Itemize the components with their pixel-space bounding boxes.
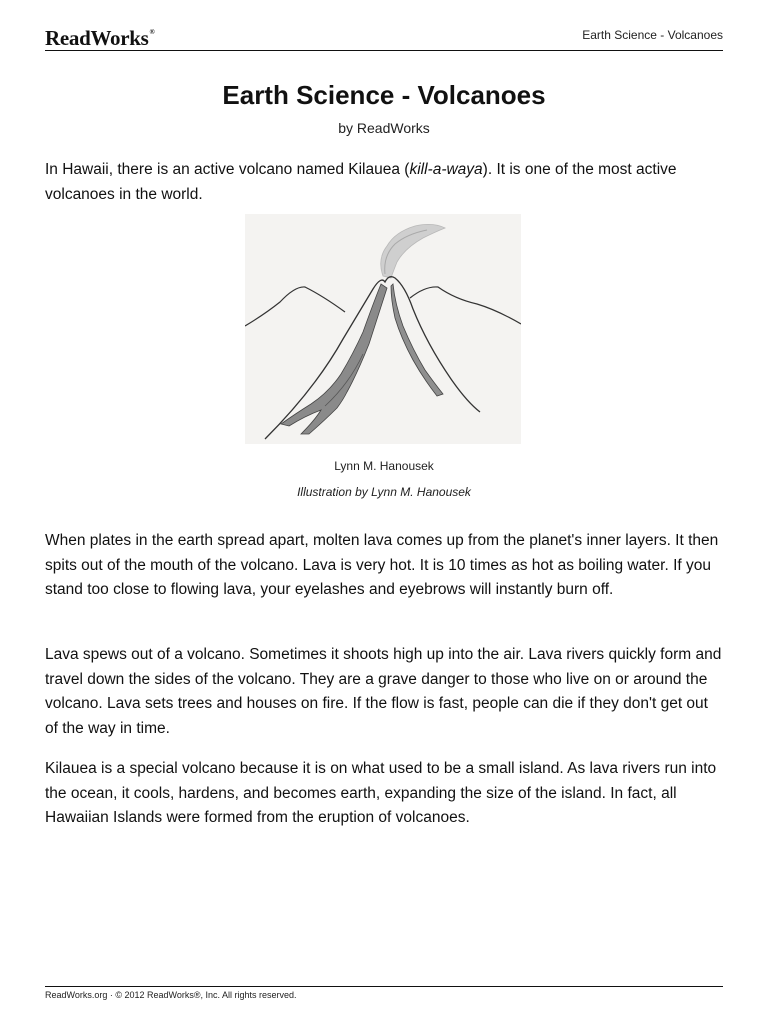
header-section-title: Earth Science - Volcanoes xyxy=(582,28,723,42)
footer-copyright: ReadWorks.org · © 2012 ReadWorks®, Inc. All rights reserved. xyxy=(45,990,297,1000)
smoke-plume xyxy=(381,224,445,278)
paragraph-intro-start: In Hawaii, there is an active volcano named Kilauea ( xyxy=(45,161,410,178)
footer-divider xyxy=(45,986,723,987)
article-title: Earth Science - Volcanoes xyxy=(222,80,546,110)
readworks-logo xyxy=(45,26,154,51)
volcano-illustration xyxy=(245,214,521,444)
logo-text: ReadWorks xyxy=(45,26,149,50)
lava-flow-left xyxy=(281,284,387,434)
page-header xyxy=(45,22,723,51)
paragraph-kilauea: Kilauea is a special volcano because it is on what used to be a small island. As lava rivers run into the ocean, it cools, hardens, and becomes earth, expanding the size of the island. In fact, all Hawaiian Islands were formed from the eruption of volcanoes. xyxy=(45,760,717,826)
image-caption: Illustration by Lynn M. Hanousek xyxy=(297,485,471,499)
paragraph-intro-end: ). It is one of the most active volcanoes in the world. xyxy=(45,161,677,203)
image-credit: Lynn M. Hanousek xyxy=(334,459,434,473)
lava-flow-right xyxy=(391,284,443,396)
right-mountain-outline xyxy=(410,287,521,324)
left-mountain-outline xyxy=(245,287,345,326)
paragraph-intro xyxy=(45,158,725,207)
paragraph-plates: When plates in the earth spread apart, molten lava comes up from the planet's inner layers. It then spits out of the mouth of the volcano. Lava is very hot. It is 10 times as hot as boiling water. If you stand too close to flowing lava, your eyelashes and eyebrows will instantly burn off. xyxy=(45,532,719,598)
logo-registered-mark: ® xyxy=(149,28,155,36)
article-byline: by ReadWorks xyxy=(338,120,430,136)
pronunciation: kill-a-waya xyxy=(409,161,483,178)
paragraph-lava-rivers: Lava spews out of a volcano. Sometimes it shoots high up into the air. Lava rivers quickly form and travel down the sides of the volcano. They are a grave danger to those who live on or around the volcano. Lava sets trees and houses on fire. If the flow is fast, people can die if they don't get out of the way in time. xyxy=(45,646,722,737)
